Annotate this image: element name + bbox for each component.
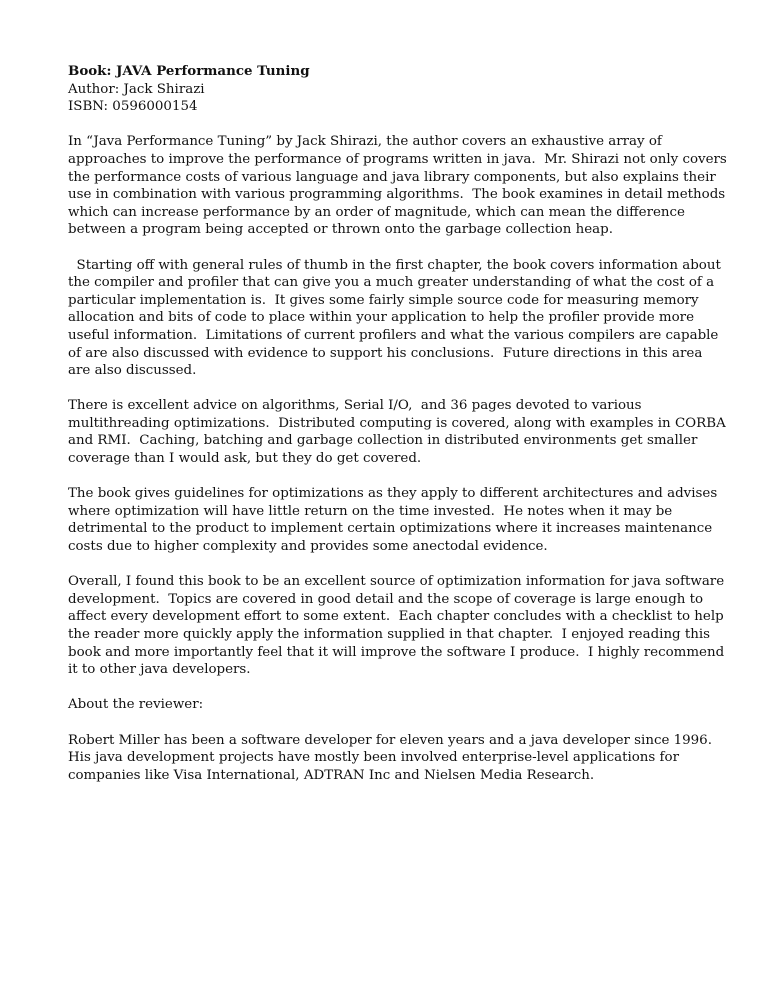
book-title: Book: JAVA Performance Tuning	[68, 63, 310, 79]
book-author: Author: Jack Shirazi	[68, 81, 205, 97]
book-isbn: ISBN: 0596000154	[68, 99, 198, 115]
review-paragraph-conclusion: Overall, I found this book to be an excellent source of optimization information for java software development. Topics are covered in good detail and the scope of coverage is large enough to affect every development effort to some extent. Each chapter concludes with a checklist to help the reader more quickly apply the information supplied in that chapter. I enjoyed reading this book and more importantly feel that it will improve the software I produce. I highly recommend it to other java developers.	[68, 574, 729, 678]
review-document	[68, 63, 732, 802]
review-paragraph-guidelines: The book gives guidelines for optimizations as they apply to different architectures and advises where optimization will have little return on the time invested. He notes when it may be detrimental to the product to implement certain optimizations where it increases maintenance costs due to higher complexity and provides some anectodal evidence.	[68, 486, 722, 555]
reviewer-heading: About the reviewer:	[68, 697, 204, 713]
review-paragraph-algorithms: There is excellent advice on algorithms, Serial I/O, and 36 pages devoted to various multithreading optimizations. Distributed computing is covered, along with examples in CORBA and RMI. Caching, batching and garbage collection in distributed environments get smaller coverage than I would ask, but they do get covered.	[68, 398, 731, 467]
review-paragraph-intro: In “Java Performance Tuning” by Jack Shirazi, the author covers an exhaustive array of approaches to improve the performance of programs written in java. Mr. Shirazi not only covers the performance costs of various language and java library components, but also explains their use in combination with various programming algorithms. The book examines in detail methods which can increase performance by an order of magnitude, which can mean the difference between a program being accepted or thrown onto the garbage collection heap.	[68, 134, 732, 238]
review-paragraph-profiler: Starting off with general rules of thumb in the first chapter, the book covers information about the compiler and profiler that can give you a much greater understanding of what the cost of a particular implementation is. It gives some fairly simple source code for measuring memory allocation and bits of code to place within your application to help the profiler provide more useful information. Limitations of current profilers and what the various compilers are capable of are also discussed with evidence to support his conclusions. Future directions in this area are also discussed.	[68, 257, 726, 379]
book-metadata	[68, 63, 728, 116]
reviewer-bio: Robert Miller has been a software developer for eleven years and a java developer since 1996. His java development projects have mostly been involved enterprise-level applications for companies like Visa International, ADTRAN Inc and Nielsen Media Research.	[68, 732, 721, 783]
